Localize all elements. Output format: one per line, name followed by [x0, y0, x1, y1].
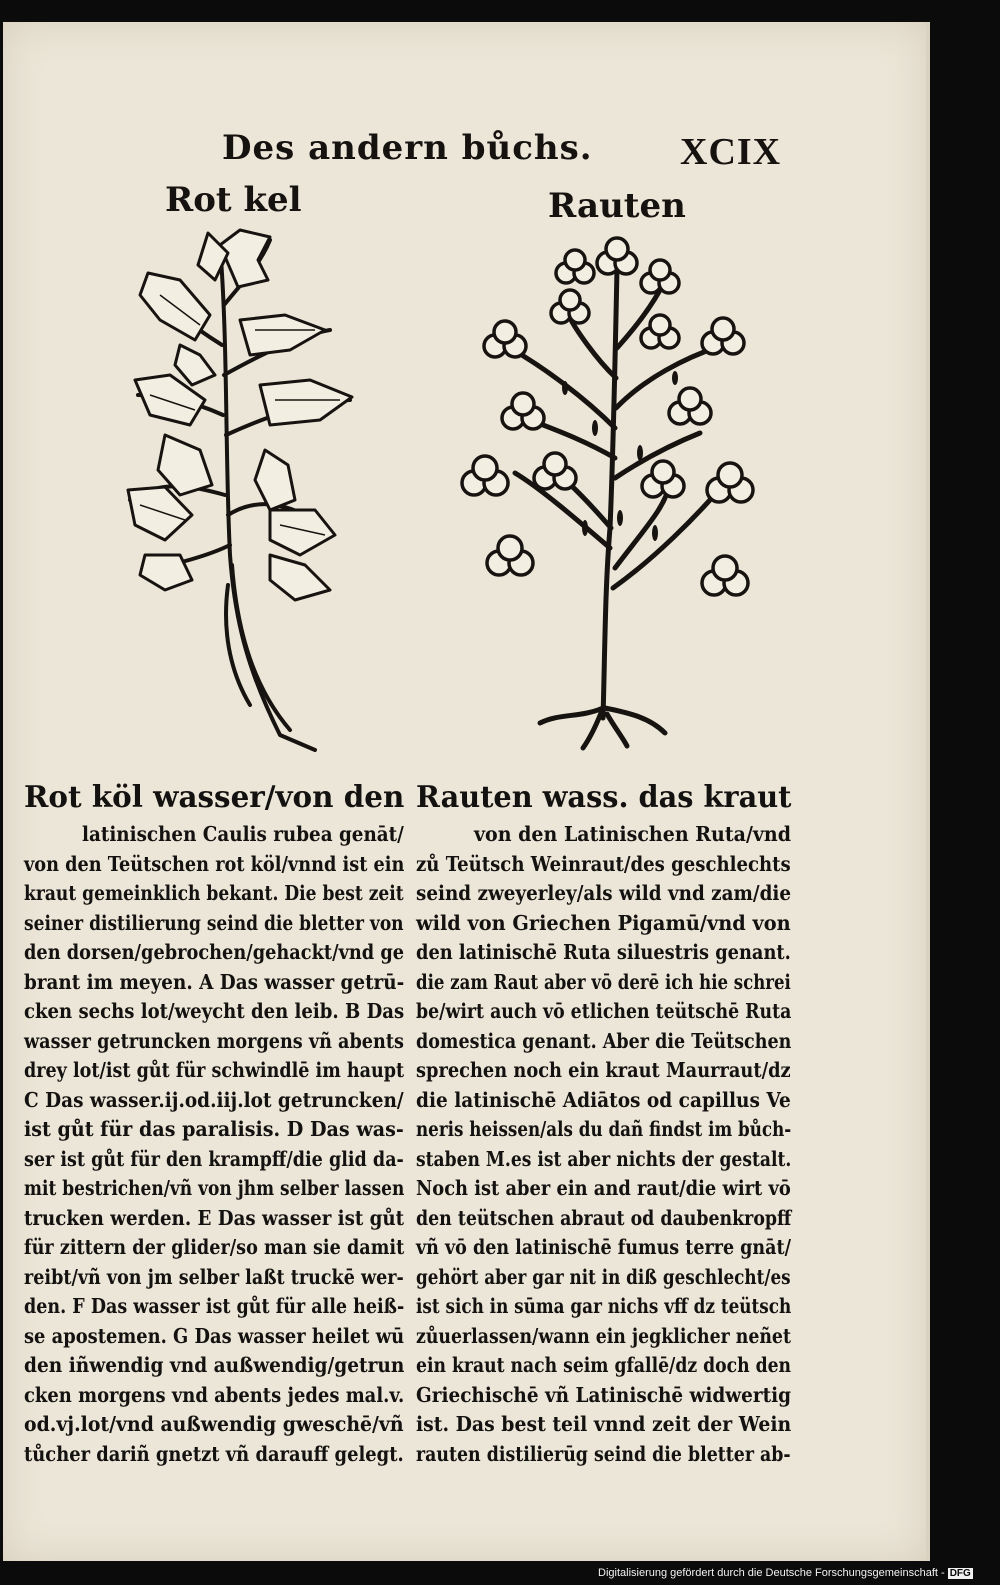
- text-line: domestica genant. Aber die Teütschen: [416, 1028, 792, 1053]
- page-edge: [926, 22, 930, 1561]
- text-line: zůuerlassen/wann ein jegklicher neñet: [416, 1323, 791, 1348]
- woodcut-red-cabbage: [120, 225, 370, 755]
- text-line: den. F Das wasser ist gůt für alle heiß-: [24, 1294, 405, 1318]
- text-line: se apostemen. G Das wasser heilet wū: [24, 1323, 405, 1348]
- text-line: den latinischē Ruta siluestris genant.: [416, 940, 791, 964]
- text-line: Griechischē vñ Latinischē widwertig: [416, 1382, 791, 1407]
- text-line: brant im meyen. A Das wasser getrū-: [24, 969, 405, 994]
- text-line: Rauten wass. das kraut: [416, 780, 792, 815]
- digitization-footer: [598, 1567, 973, 1579]
- text-line: ser ist gůt für den krampff/die glid da-: [24, 1146, 404, 1171]
- text-line: die latinischē Adiātos od capillus Ve: [416, 1087, 791, 1112]
- text-line: cken morgens vnd abents jedes mal.v.: [24, 1382, 405, 1407]
- text-line: staben M.es ist aber nichts der gestalt.: [416, 1146, 792, 1171]
- text-line: zů Teütsch Weinraut/des geschlechts: [416, 851, 791, 876]
- text-line: ist gůt für das paralisis. D Das was-: [24, 1117, 404, 1141]
- text-line: C Das wasser.ij.od.iij.lot getruncken/: [24, 1087, 404, 1112]
- text-line: rauten distilierūg seind die bletter ab-: [416, 1441, 791, 1466]
- text-line: Rot köl wasser/von den: [24, 780, 405, 815]
- text-line: den teütschen abraut od daubenkropff: [416, 1205, 792, 1230]
- show-through-left: [30, 180, 37, 210]
- running-head: Des andern bůchs.: [222, 128, 593, 168]
- text-line: wasser getruncken morgens vñ abents: [24, 1028, 404, 1053]
- text-column-right: [416, 776, 791, 1469]
- text-line: ein kraut nach seim gfallē/dz doch den: [416, 1353, 792, 1377]
- text-line: latinischen Caulis rubea genāt/: [82, 822, 404, 846]
- text-line: vñ vō den latinischē fumus terre gnāt/: [416, 1235, 791, 1259]
- text-line: Noch ist aber ein and raut/die wirt vō: [416, 1176, 791, 1200]
- text-line: gehört aber gar nit in diß geschlecht/es: [416, 1264, 791, 1289]
- folio-number: XCIX: [680, 131, 782, 173]
- text-line: seind zweyerley/als wild vnd zam/die: [416, 881, 792, 905]
- text-line: cken sechs lot/weycht den leib. B Das: [24, 999, 405, 1023]
- text-line: ist sich in sūma gar nichs vff dz teütsch: [416, 1294, 792, 1318]
- text-line: ist. Das best teil vnnd zeit der Wein: [416, 1412, 792, 1436]
- text-line: tůcher dariñ gnetzt vñ darauff gelegt.: [24, 1441, 404, 1466]
- text-line: od.vj.lot/vnd außwendig gweschē/vñ: [24, 1412, 404, 1436]
- text-column-left: [24, 776, 404, 1469]
- text-line: wild von Griechen Pigamū/vnd von: [416, 910, 791, 935]
- text-line: den iñwendig vnd außwendig/getrun: [24, 1353, 405, 1377]
- caption-left: Rot kel: [165, 180, 302, 220]
- text-line: den dorsen/gebrochen/gehackt/vnd ge: [24, 940, 405, 964]
- woodcut-rue: [455, 228, 765, 758]
- text-line: die zam Raut aber vō derē ich hie schrei: [416, 969, 791, 994]
- text-line: für zittern der glider/so man sie damit: [24, 1235, 405, 1259]
- text-line: drey lot/ist gůt für schwindlē im haupt: [24, 1058, 405, 1082]
- text-line: reibt/vñ von jm selber laßt truckē wer-: [24, 1264, 404, 1289]
- text-line: trucken werden. E Das wasser ist gůt: [24, 1205, 405, 1230]
- text-line: mit bestrichen/vñ von jhm selber lassen: [24, 1176, 405, 1200]
- caption-right: Rauten: [548, 186, 686, 226]
- text-line: be/wirt auch vō etlichen teütschē Ruta: [416, 999, 792, 1023]
- text-line: sprechen noch ein kraut Maurraut/dz: [416, 1058, 791, 1082]
- text-line: von den Latinischen Ruta/vnd: [474, 822, 792, 846]
- dfg-logo: DFG: [949, 1568, 971, 1579]
- text-line: kraut gemeinklich bekant. Die best zeit: [24, 881, 404, 905]
- text-line: von den Teütschen rot köl/vnnd ist ein: [24, 851, 405, 876]
- footer-text: Digitalisierung gefördert durch die Deutsche Forschungsgemeinschaft -: [598, 1567, 945, 1579]
- text-line: neris heissen/als du dañ findst im bůch-: [416, 1117, 792, 1141]
- text-line: seiner distilierung seind die bletter von: [24, 910, 404, 935]
